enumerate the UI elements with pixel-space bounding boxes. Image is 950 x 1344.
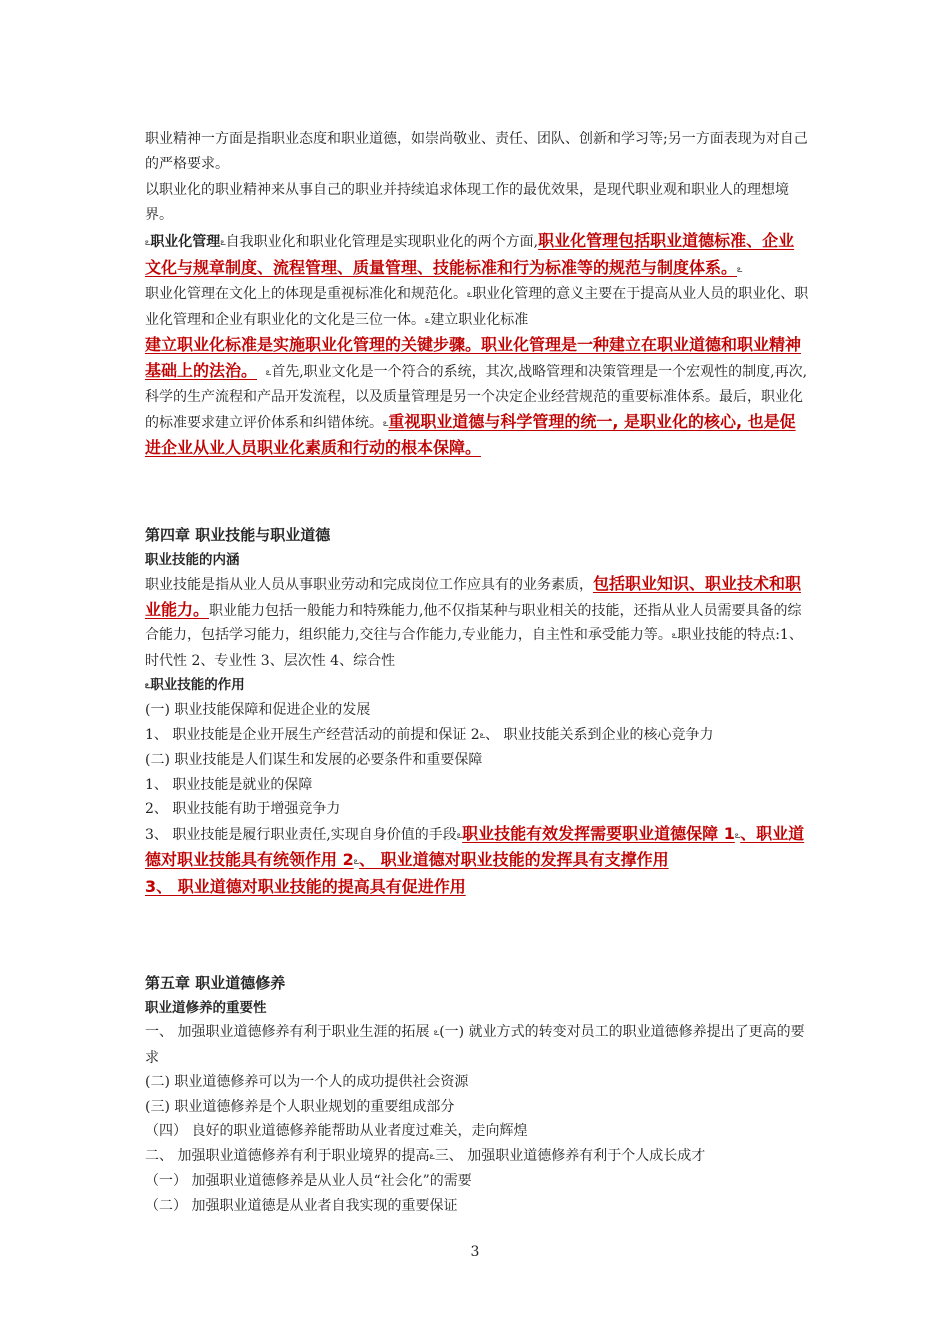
bullet-marker-icon: ఽ [220, 238, 226, 248]
list-item: （二） 加强职业道德是从业者自我实现的重要保证 [145, 1197, 458, 1214]
bullet-marker-icon: ఽ [383, 418, 389, 429]
list-item: (三) 职业道德修养是个人职业规划的重要组成部分 [145, 1098, 455, 1115]
highlight-text: 3、 职业道德对职业技能的提高具有促进作用 [145, 876, 466, 896]
paragraph [145, 333, 810, 462]
list-item: （一） 加强职业道德修养是从业人员“社会化”的需要 [145, 1173, 472, 1189]
bullet-marker-icon: ఽ [425, 315, 431, 326]
highlight-text: 、职业道德对职业技能具有统领作用 2 [145, 823, 805, 869]
text: 职业技能是指从业人员从事职业劳动和完成岗位工作应具有的业务素质， [145, 577, 593, 593]
paragraph [145, 282, 810, 333]
paragraph [145, 229, 810, 282]
bullet-marker-icon: ఽ [433, 1028, 440, 1038]
section-professionalism [145, 127, 810, 462]
list-item: (二) 职业道德修养可以为一个人的成功提供社会资源 [145, 1074, 469, 1090]
text: (一) 就业方式的转变对员工的职业道德修养提出了更高的要求 [145, 1024, 805, 1066]
text: 职业技能的特点:1、时代性 2、专业性 3、层次性 4、综合性 [145, 627, 803, 669]
list-item [145, 875, 810, 901]
chapter-5 [145, 970, 810, 1218]
bullet-marker-icon: ఽ [671, 631, 678, 641]
heading-text: 职业技能的作用 [150, 677, 245, 693]
bullet-marker-icon: ఽ [429, 1151, 435, 1162]
highlight-text: 职业化管理包括职业道德标准、企业文化与规章制度、流程管理、质量管理、技能标准和行为标准等的规范与制度体系。 [145, 231, 795, 277]
text: 建立职业化标准 [430, 311, 529, 328]
chapter-4 [145, 522, 810, 900]
highlight-text: 、 职业道德对职业技能的发挥具有支撑作用 [359, 850, 669, 869]
list-item: 2、 职业技能有助于增强竞争力 [145, 801, 341, 817]
list-item [145, 1144, 810, 1170]
inline-heading: 职业化管理 [150, 234, 221, 250]
text: 三、 加强职业道德修养有利于个人成长成才 [434, 1147, 706, 1164]
bullet-marker-icon: ఽ [353, 857, 360, 867]
paragraph [145, 178, 810, 227]
page-number: 3 [470, 1244, 480, 1260]
text: 自我职业化和职业化管理是实现职业化的两个方面, [225, 234, 539, 250]
section-heading [145, 673, 810, 698]
section-heading: 职业道修养的重要性 [145, 1000, 267, 1016]
list-item [145, 1020, 810, 1070]
bullet-marker-icon: ఽ [734, 830, 741, 841]
text: 二、 加强职业道德修养有利于职业境界的提高 [145, 1147, 430, 1164]
bullet-marker-icon: ఽ [145, 681, 151, 691]
text: 职业化管理的意义主要在于提高从业人员的职业化、职业化管理和企业有职业化的文化是三位一体。 [145, 286, 809, 328]
text: 职业精神一方面是指职业态度和职业道德，如崇尚敬业、责任、团队、创新和学习等;另一方面表现为对自己的严格要求。 [145, 131, 808, 172]
paragraph [145, 127, 810, 176]
bullet-marker-icon: ఽ [145, 238, 151, 248]
list-item: 1、 职业技能是就业的保障 [145, 776, 313, 793]
bullet-marker-icon: ఽ [265, 367, 272, 378]
chapter-title: 第四章 职业技能与职业道德 [145, 526, 331, 544]
list-item: (一) 职业技能保障和促进企业的发展 [145, 702, 371, 718]
list-item: （四） 良好的职业道德修养能帮助从业者度过难关，走向辉煌 [145, 1123, 528, 1139]
text: 3、 职业技能是履行职业责任,实现自身价值的手段 [145, 826, 457, 843]
text: 1、 职业技能是企业开展生产经营活动的前提和保证 2 [145, 726, 480, 743]
highlight-text: 包括职业知识、职业技术和职业能力。 [145, 574, 802, 619]
bullet-marker-icon: ఽ [737, 264, 743, 275]
highlight-text: 重视职业道德与科学管理的统一, 是职业化的核心, 也是促进企业从业人员职业化素质和行动的根本保障。 [145, 411, 796, 457]
highlight-text: 建立职业化标准是实施职业化管理的关键步骤。职业化管理是一种建立在职业道德和职业精神基础上的法治。 [145, 335, 802, 380]
bullet-marker-icon: ఽ [467, 290, 473, 300]
chapter-title: 第五章 职业道德修养 [145, 974, 286, 992]
text: 首先,职业文化是一个符合的系统，其次,战略管理和决策管理是一个宏观性的制度,再次,科学的生产流程和产品开发流程，以及质量管理是另一个决定企业经营规范的重要标准体系。最后，职业化的标准要求建立评价体系和纠错体统。 [145, 363, 808, 431]
paragraph [145, 572, 810, 673]
bullet-marker-icon: ఽ [456, 830, 463, 841]
list-item: (二) 职业技能是人们谋生和发展的必要条件和重要保障 [145, 752, 483, 768]
text: 、 职业技能关系到企业的核心竞争力 [485, 726, 714, 743]
text: 职业化管理在文化上的体现是重视标准化和规范化。 [145, 286, 467, 302]
bullet-marker-icon: ఽ [479, 730, 486, 741]
highlight-text: 职业技能有效发挥需要职业道德保障 1 [462, 823, 735, 843]
text: 职业能力包括一般能力和特殊能力,他不仅指某种与职业相关的技能，还指从业人员需要具备的综合能力，包括学习能力，组织能力,交往与合作能力,专业能力，自主性和承受能力等。 [145, 602, 802, 643]
text: 以职业化的职业精神来从事自己的职业并持续追求体现工作的最优效果，是现代职业观和职业人的理想境界。 [145, 182, 789, 223]
list-item [145, 822, 810, 875]
text: 一、 加强职业道德修养有利于职业生涯的拓展 [145, 1024, 434, 1040]
list-item [145, 723, 810, 749]
section-heading: 职业技能的内涵 [145, 552, 240, 568]
